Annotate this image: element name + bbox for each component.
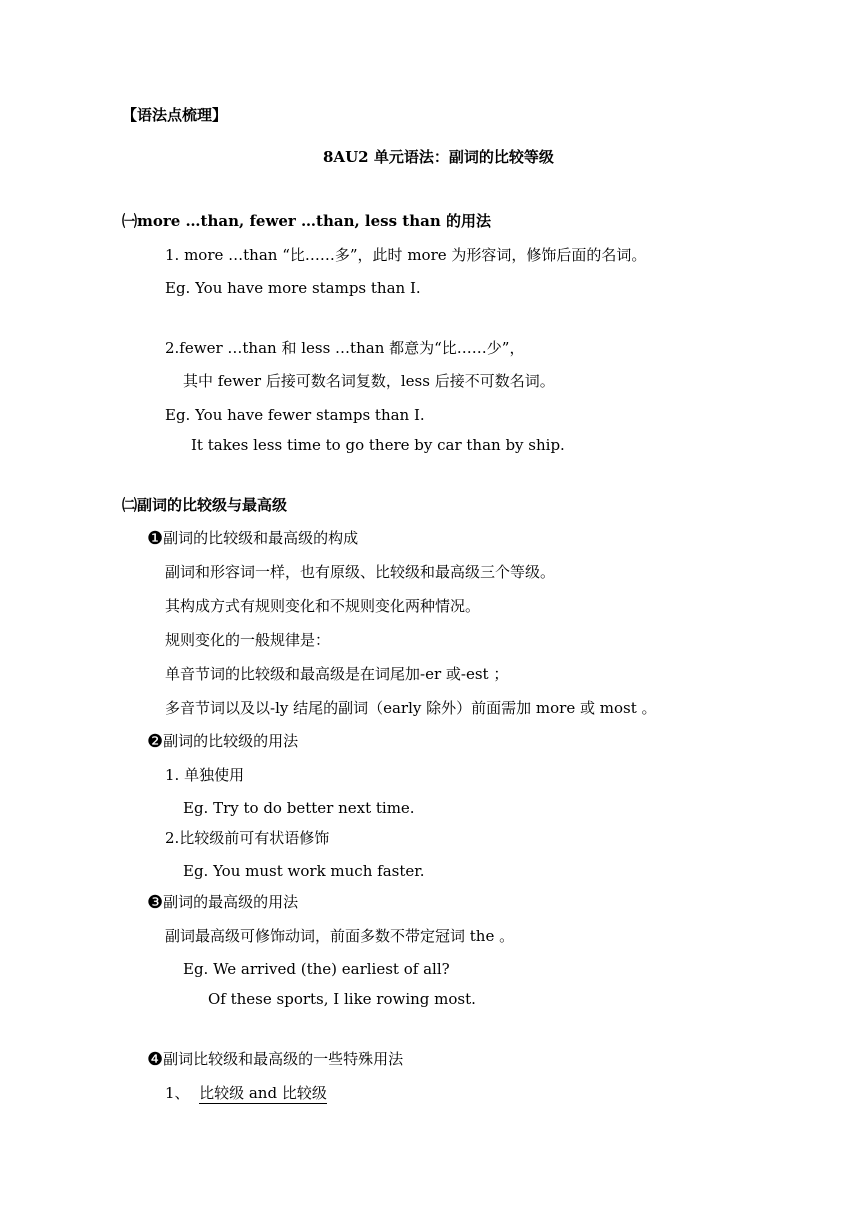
part2-sub3-example: Eg. We arrived (the) earliest of all? [183,960,450,978]
part2-sub2-item1-example: Eg. Try to do better next time. [183,799,415,817]
part2-sub2-item1: 1. 单独使用 [165,766,245,784]
section-tag: 【语法点梳理】 [122,106,228,124]
number-4-bullet: ❹ [147,1049,164,1070]
part2-sub1-line-3: 规则变化的一般规律是： [165,631,331,649]
part2-sub1-heading [147,528,358,549]
number-3-bullet: ❸ [147,892,164,913]
part1-item2: 2.fewer …than 和 less …than 都意为“比……少”， [165,339,525,357]
part2-sub3-example-2: Of these sports, I like rowing most. [208,990,476,1008]
part2-heading: ㈡副词的比较级与最高级 [122,496,288,514]
part2-sub4-item1-number: 1、 [165,1084,190,1102]
part1-item2-example: Eg. You have fewer stamps than I. [165,406,425,424]
part2-sub1-line-4: 单音节词的比较级和最高级是在词尾加-er 或-est ； [165,665,509,683]
part1-heading: ㈠more …than, fewer …than, less than 的用法 [122,212,491,230]
part2-sub3-heading [147,892,298,913]
part2-sub4-item1 [165,1083,327,1103]
part2-sub1-line-5: 多音节词以及以-ly 结尾的副词（early 除外）前面需加 more 或 most 。 [165,699,657,717]
part1-item1-example: Eg. You have more stamps than I. [165,279,421,297]
part2-sub2-heading [147,731,298,752]
part2-sub2-title: 副词的比较级的用法 [163,732,299,750]
number-1-bullet: ❶ [147,528,164,549]
part2-sub1-line-2: 其构成方式有规则变化和不规则变化两种情况。 [165,597,481,615]
part1-item2-example-2: It takes less time to go there by car than by ship. [191,436,565,454]
part2-sub2-item2: 2.比较级前可有状语修饰 [165,829,330,847]
part1-item1: 1. more …than “比……多”，此时 more 为形容词，修饰后面的名词。 [165,246,647,264]
number-2-bullet: ❷ [147,731,164,752]
part2-sub4-item1-text: 比较级 and 比较级 [199,1084,327,1102]
part2-sub4-title: 副词比较级和最高级的一些特殊用法 [163,1050,404,1068]
part2-sub1-title: 副词的比较级和最高级的构成 [163,529,359,547]
part2-sub2-item2-example: Eg. You must work much faster. [183,862,425,880]
part2-sub3-title: 副词的最高级的用法 [163,893,299,911]
part2-sub3-line: 副词最高级可修饰动词，前面多数不带定冠词 the 。 [165,927,515,945]
part2-sub1-line-1: 副词和形容词一样，也有原级、比较级和最高级三个等级。 [165,563,556,581]
part1-item2-note: 其中 fewer 后接可数名词复数，less 后接不可数名词。 [183,372,555,390]
part2-sub4-heading [147,1049,403,1070]
page-title: 8AU2 单元语法：副词的比较等级 [323,148,554,166]
